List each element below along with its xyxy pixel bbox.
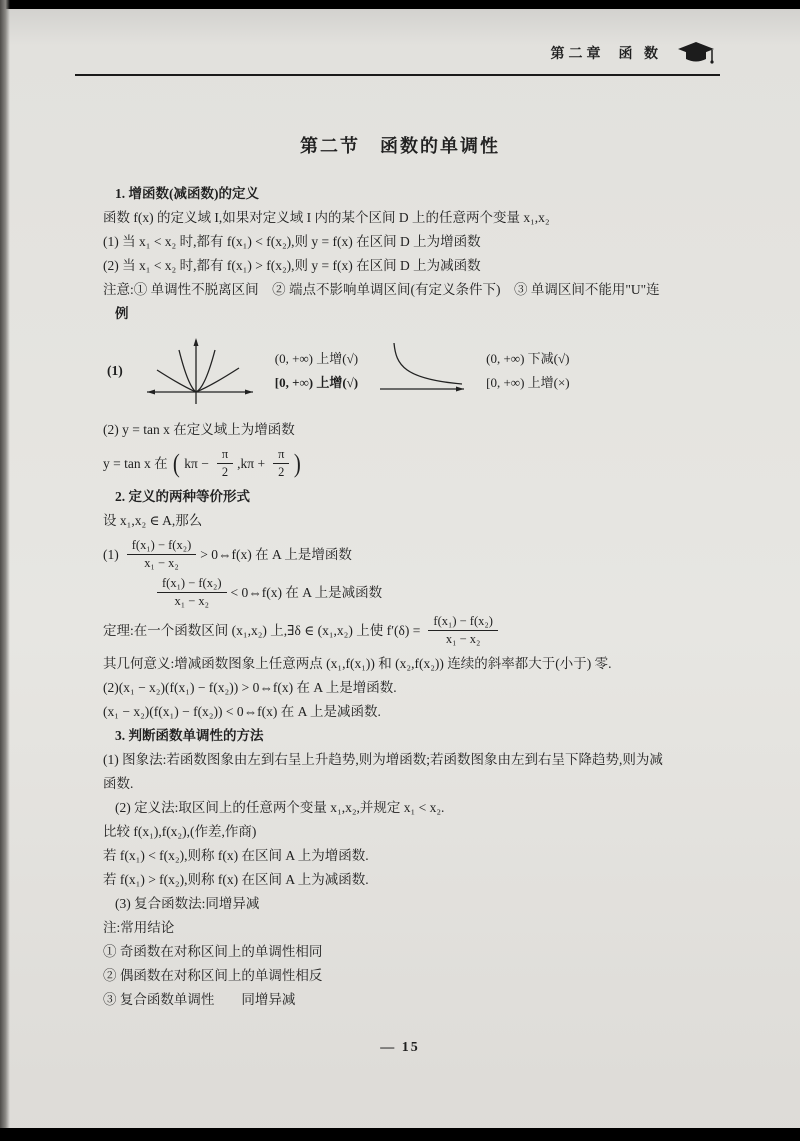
- scan-edge-left: [0, 0, 10, 1141]
- eq1-label: (1): [103, 546, 119, 562]
- setup-line: 设 x₁,x₂ ∈ A,那么: [103, 513, 203, 528]
- tan-statement: (2) y = tan x 在定义域上为增函数: [103, 422, 295, 437]
- page-number: — 15: [380, 1040, 420, 1055]
- equivalence-2-decreasing: (x₁ − x₂)(f(x₁) − f(x₂)) < 0⇔f(x) 在 A 上是减函数.: [103, 704, 381, 719]
- scan-edge-bottom: [0, 1128, 800, 1141]
- close-paren: ): [294, 448, 302, 478]
- definition-method-line: (2) 定义法:取区间上的任意两个变量 x₁,x₂,并规定 x₁ < x₂.: [115, 800, 445, 815]
- graph1-annotation-open-interval: (0, +∞) 上增(√): [274, 351, 359, 366]
- odd-function-note: ① 奇函数在对称区间上的单调性相同: [103, 944, 323, 959]
- mean-value-theorem-line: [103, 614, 728, 647]
- decreasing-definition: (2) 当 x₁ < x₂ 时,都有 f(x₁) > f(x₂),则 y = f(x) 在区间 D 上为减函数: [103, 258, 481, 273]
- graph2-annotation-open-interval: (0, +∞) 下减(√): [486, 351, 570, 366]
- open-paren: (: [172, 448, 180, 478]
- composite-method-line: (3) 复合函数法:同增异减: [115, 896, 260, 911]
- tan-domain-formula: [103, 447, 728, 480]
- equivalence-2-increasing: (2)(x₁ − x₂)(f(x₁) − f(x₂)) > 0⇔f(x) 在 A 上是增函数.: [103, 680, 397, 695]
- graph2-annotations: [486, 347, 570, 395]
- page-title: 第二节 函数的单调性: [300, 136, 500, 156]
- equivalence-1-increasing: [103, 538, 728, 571]
- chapter-label: 第二章: [550, 47, 605, 62]
- geometric-meaning-line: 其几何意义:增减函数图象上任意两点 (x₁,f(x₁)) 和 (x₂,f(x₂)) 连续的斜率都大于(小于) 零.: [103, 656, 612, 671]
- difference-quotient-fraction: $\frac{\text{f(x₁) − f(x₂)}}{\text{x₁ − x₂}}$: [127, 538, 197, 571]
- difference-quotient-fraction: $\frac{\text{f(x₁) − f(x₂)}}{\text{x₁ − x₂}}$: [157, 576, 227, 609]
- graduation-cap-icon: [676, 40, 716, 66]
- header-divider: [75, 74, 720, 76]
- pi-over-2-fraction: $\frac{\pi}{2}$: [217, 447, 233, 480]
- graph2-annotation-closed-interval: [0, +∞) 上增(×): [486, 375, 570, 390]
- graph1-label: (1): [107, 363, 123, 378]
- scan-edge-top: [0, 0, 800, 9]
- decreasing-hyperbola-graph: [374, 339, 470, 403]
- subject-label: 函 数: [618, 47, 662, 62]
- equivalence-1-decreasing: [103, 576, 728, 609]
- difference-quotient-fraction: $\frac{\text{f(x₁) − f(x₂)}}{\text{x₁ − x₂}}$: [428, 614, 498, 647]
- composite-monotonicity-note: ③ 复合函数单调性 同增异减: [103, 992, 296, 1007]
- graph1-annotations: [275, 347, 358, 395]
- theorem-prefix: 定理:在一个函数区间 (x₁,x₂) 上,∃δ ∈ (x₁,x₂) 上使 f′(δ) =: [103, 622, 421, 638]
- tan-part2: ,kπ +: [237, 455, 266, 471]
- pi-over-2-fraction: $\frac{\pi}{2}$: [273, 447, 289, 480]
- increasing-definition: (1) 当 x₁ < x₂ 时,都有 f(x₁) < f(x₂),则 y = f(x) 在区间 D 上为增函数: [103, 234, 481, 249]
- graph-method-line: (1) 图象法:若函数图象由左到右呈上升趋势,则为增函数;若函数图象由左到右呈下降趋势,则为减: [103, 752, 663, 767]
- increasing-case-line: 若 f(x₁) < f(x₂),则称 f(x) 在区间 A 上为增函数.: [103, 848, 369, 863]
- section2-heading: 2. 定义的两种等价形式: [115, 489, 250, 504]
- graph1-annotation-closed-interval: [0, +∞) 上增(√): [274, 375, 359, 390]
- graph-method-continuation: 函数.: [103, 776, 134, 791]
- running-head: [75, 40, 720, 66]
- common-conclusions-label: 注:常用结论: [103, 920, 175, 935]
- page-header: [75, 40, 720, 76]
- example-label: 例: [115, 306, 129, 321]
- page-content: [103, 182, 728, 1012]
- definition-line: 函数 f(x) 的定义域 I,如果对定义域 I 内的某个区间 D 上的任意两个变量 x₁,x₂: [103, 210, 550, 225]
- tan-prefix: y = tan x 在: [103, 455, 168, 471]
- compare-line: 比较 f(x₁),f(x₂),(作差,作商): [103, 824, 257, 839]
- eq1-rest: > 0⇔f(x) 在 A 上是增函数: [200, 546, 352, 562]
- even-function-note: ② 偶函数在对称区间上的单调性相反: [103, 968, 323, 983]
- section1-heading: 1. 增函数(减函数)的定义: [115, 186, 259, 201]
- section3-heading: 3. 判断函数单调性的方法: [115, 728, 264, 743]
- tan-part1: kπ −: [184, 455, 209, 471]
- notes-line: 注意:① 单调性不脱离区间 ② 端点不影响单调区间(有定义条件下) ③ 单调区间不能用"U"连: [103, 282, 660, 297]
- decreasing-case-line: 若 f(x₁) > f(x₂),则称 f(x) 在区间 A 上为减函数.: [103, 872, 369, 887]
- increasing-curves-graph: [139, 334, 259, 408]
- eq2-rest: < 0⇔f(x) 在 A 上是减函数: [230, 584, 383, 600]
- example-graphs: [107, 334, 728, 408]
